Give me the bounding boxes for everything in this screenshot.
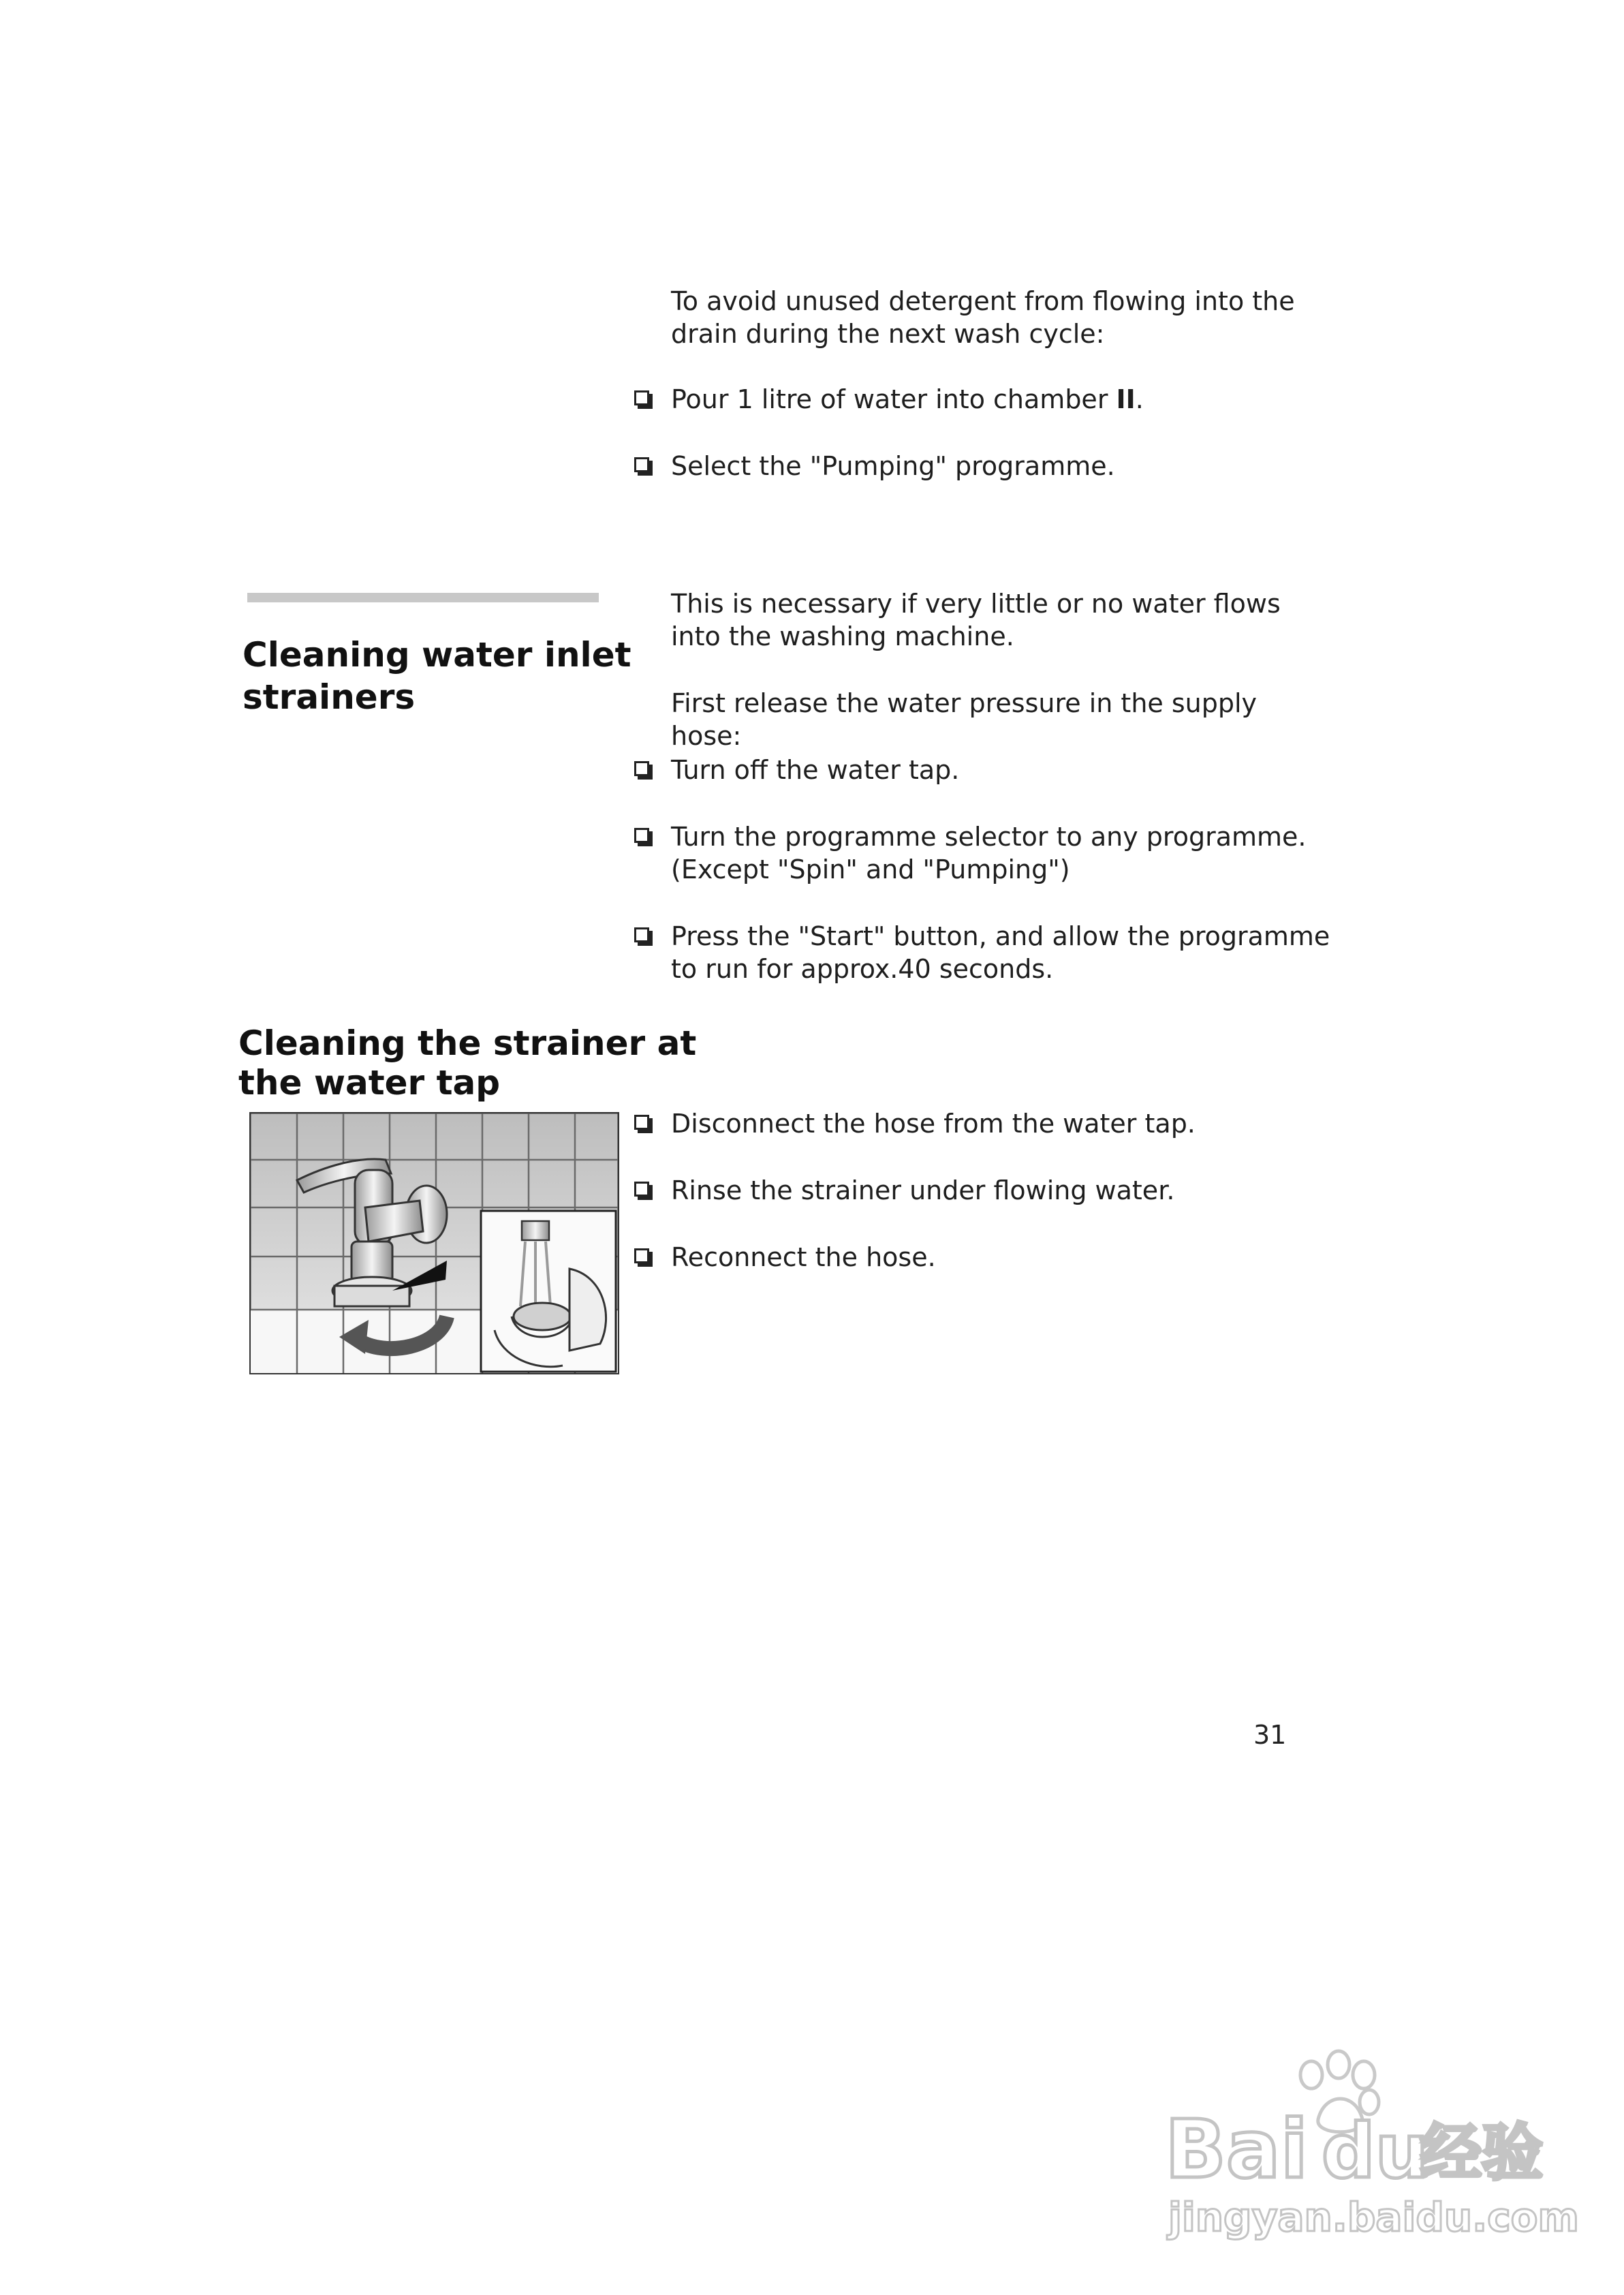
checkbox-bullet-icon [634, 457, 649, 472]
checkbox-bullet-icon [634, 1248, 649, 1263]
svg-text:du: du [1322, 2108, 1429, 2195]
tap-heading-line-1: Cleaning the strainer at [238, 1023, 697, 1063]
tap-step-1: Disconnect the hose from the water tap. [671, 1109, 1196, 1139]
tap-heading-line-2: the water tap [238, 1063, 501, 1103]
inlet-release-line-2: hose: [671, 721, 742, 751]
inlet-step-2-line-2: (Except "Spin" and "Pumping") [671, 854, 1070, 884]
inlet-intro-line-1: This is necessary if very little or no water flows [671, 589, 1281, 619]
inlet-heading-line-2: strainers [243, 677, 416, 717]
section-divider [247, 593, 599, 602]
checkbox-bullet-icon [634, 390, 649, 405]
inlet-step-3-line-1: Press the "Start" button, and allow the programme [671, 921, 1330, 951]
checkbox-bullet-icon [634, 828, 649, 843]
detergent-step-2: Select the "Pumping" programme. [671, 451, 1115, 481]
inlet-intro-line-2: into the washing machine. [671, 621, 1014, 651]
inlet-heading-line-1: Cleaning water inlet [243, 635, 631, 675]
tap-step-3: Reconnect the hose. [671, 1242, 936, 1272]
inlet-release-line-1: First release the water pressure in the supply [671, 688, 1258, 718]
page-number: 31 [1253, 1720, 1287, 1750]
checkbox-bullet-icon [634, 927, 649, 942]
tap-step-2: Rinse the strainer under flowing water. [671, 1175, 1175, 1205]
baidu-jingyan-url: jingyan.baidu.com [1168, 2194, 1579, 2240]
checkbox-bullet-icon [634, 1115, 649, 1130]
detergent-step-1 [671, 383, 1144, 416]
chamber-label: II [1116, 384, 1136, 414]
detergent-intro-line-1: To avoid unused detergent from flowing into the [671, 286, 1295, 316]
inlet-step-1: Turn off the water tap. [671, 755, 960, 785]
inlet-step-3-line-2: to run for approx.40 seconds. [671, 954, 1054, 984]
detergent-step-1-end: . [1135, 384, 1144, 414]
checkbox-bullet-icon [634, 761, 649, 776]
svg-text:Bai: Bai [1165, 2102, 1309, 2196]
checkbox-bullet-icon [634, 1182, 649, 1197]
water-tap-illustration [249, 1112, 619, 1374]
inlet-step-2-line-1: Turn the programme selector to any programme. [671, 822, 1307, 852]
svg-text:经验: 经验 [1420, 2117, 1543, 2189]
detergent-intro-line-2: drain during the next wash cycle: [671, 319, 1105, 349]
detergent-step-1-text: Pour 1 litre of water into chamber [671, 384, 1116, 414]
